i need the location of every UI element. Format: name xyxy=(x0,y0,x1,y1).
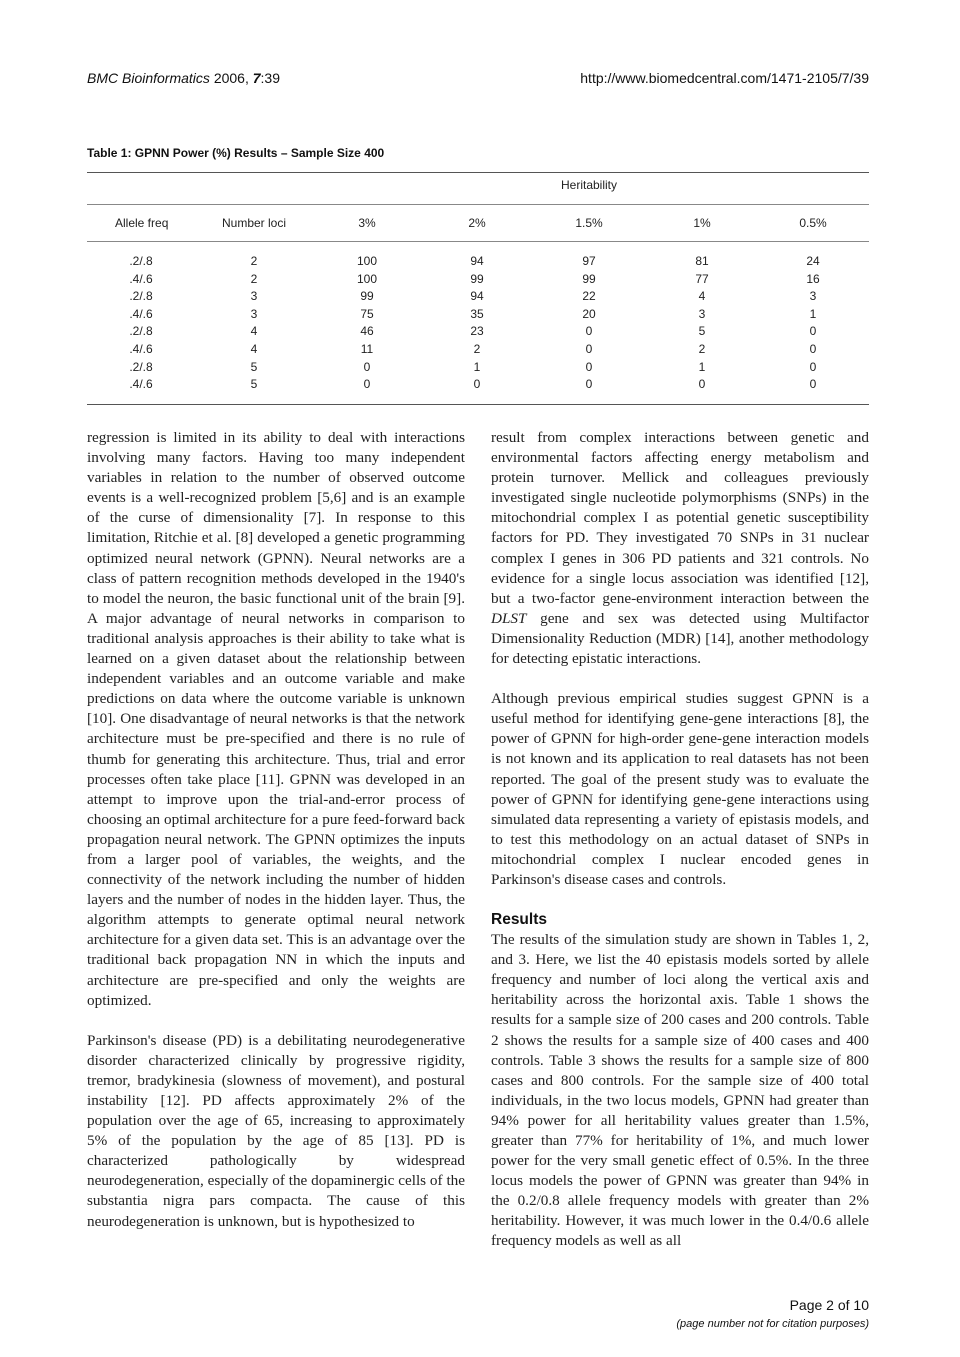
table-cell: 5 xyxy=(698,324,706,339)
table-cell: 1 xyxy=(809,306,817,321)
table-cell: .2/.8 xyxy=(129,289,153,304)
paragraph-goal: Although previous empirical studies suggest GPNN is a useful method for identifying gene-gene interactions [8], the power of GPNN for high-order gene-gene interaction models is not known and its application to real datasets has not been reported. The goal of the present study was to evaluate the power of GPNN for identifying gene-gene interactions using simulated data representing a variety of epistasis models, and to test this methodology on an actual dataset of SNPs in mitochondrial complex I nuclear encoded genes in Parkinson's disease cases and controls. xyxy=(491,690,869,888)
article-url[interactable]: http://www.biomedcentral.com/1471-2105/7/39 xyxy=(580,70,869,86)
table-header-rule xyxy=(87,241,869,242)
table-cell: 81 xyxy=(695,254,709,268)
journal-volume: 7 xyxy=(252,70,261,86)
body-column-left xyxy=(87,428,465,1252)
running-header-citation xyxy=(87,70,280,86)
table-cell: 1 xyxy=(698,359,706,374)
column-header: 3% xyxy=(358,216,376,230)
page-number: Page 2 of 10 xyxy=(789,1297,869,1313)
table-cell: 5 xyxy=(250,359,258,374)
table-top-rule xyxy=(87,172,869,173)
table-cell: 100 xyxy=(356,271,378,286)
table-cell: 20 xyxy=(582,306,596,321)
table-cell: 94 xyxy=(470,289,484,304)
table-cell: 2 xyxy=(698,342,706,356)
table-bottom-rule xyxy=(87,404,869,405)
table-cell: 0 xyxy=(585,324,593,339)
table-cell: 1 xyxy=(473,359,481,374)
table-cell: 0 xyxy=(585,342,593,356)
column-header: 1% xyxy=(693,216,711,230)
table-cell: 3 xyxy=(250,306,258,321)
body-column-right xyxy=(491,428,869,1272)
table-cell: 0 xyxy=(473,377,481,392)
table-cell: 0 xyxy=(809,359,817,374)
column-header: Allele freq xyxy=(115,216,169,230)
paragraph-etiology-text-b: gene and sex was detected using Multifactor Dimensionality Reduction (MDR) [14], another methodology for detecting epistatic interactions. xyxy=(491,609,869,668)
paragraph-etiology xyxy=(491,428,869,669)
table-cell: 16 xyxy=(806,271,820,286)
paragraph-parkinsons: Parkinson's disease (PD) is a debilitating neurodegenerative disorder characterized clinically by progressive rigidity, tremor, bradykinesia (slowness of movement), and postural instability [12]. PD affects approximately 2% of the population over the age of 65, increasing to approximately 5% of the population by the age of 85 [13]. PD is characterized pathologically by widespread neurodegeneration, especially of the dopaminergic cells of the substantia nigra pars compacta. The cause of this neurodegeneration is unknown, but is hypothesized to xyxy=(87,1031,465,1230)
table-cell: 97 xyxy=(582,254,596,268)
table-cell: 5 xyxy=(250,377,258,392)
table-cell: 99 xyxy=(582,271,596,286)
journal-name: BMC Bioinformatics xyxy=(87,70,210,86)
table-cell: 4 xyxy=(250,324,258,339)
heritability-group-header: Heritability xyxy=(560,178,618,192)
table-cell: 0 xyxy=(809,377,817,392)
results-table xyxy=(87,172,869,405)
table-cell: 0 xyxy=(809,324,817,339)
paragraph-results: The results of the simulation study are shown in Tables 1, 2, and 3. Here, we list the 40 epistasis models sorted by allele frequency and number of loci along the vertical axis and heritability across the horizontal axis. Table 1 shows the results for a sample size of 200 cases and 200 controls. Table 2 shows the results for a sample size of 400 cases and 400 controls. Table 3 shows the results for a sample size of 800 cases and 800 controls. For the sample size of 400 total individuals, in the two locus models, GPNN had greater than 94% power for all heritability values greater than 1.5%, greater than 77% for heritability of 1%, and much lower power for the very small genetic effect of 0.5%. In the three locus models the power of GPNN was greater than 94% in the 0.2/0.8 allele frequency models with greater than 2% heritability. However, it was much lower in the 0.4/0.6 allele frequency models as well as all xyxy=(491,931,869,1250)
table-cell: .2/.8 xyxy=(129,324,153,339)
column-header: Number loci xyxy=(221,216,287,230)
paragraph-regression: regression is limited in its ability to deal with interactions involving many factors. Having too many independent variables in relation to the number of observed outcome events is a well-recognized problem [5,6] and is an example of the curse of dimensionality [7]. In response to this limitation, Ritchie et al. [8] developed a genetic programming optimized neural network (GPNN). Neural networks are a class of pattern recognition methods developed in the 1940's to model the neuron, the basic functional unit of the brain [9]. A major advantage of neural networks in comparison to traditional analysis approaches is their ability to take what is learned on a given dataset about the relationship between independent variables and an outcome variable and make predictions on data where the outcome variable is unknown [10]. One disadvantage of neural networks is that the network architecture must be pre-specified and there is no rule of thumb for generating this architecture. Thus, trial and error processes often take place [11]. GPNN was developed in an attempt to improve upon the trial-and-error process of choosing an optimal architecture for a pure feed-forward back propagation neural network. The GPNN optimizes the inputs from a larger pool of variables, the weights, and the connectivity of the network including the number of hidden layers and the number of nodes in the hidden layer. Thus, the algorithm attempts to generate optimal neural network architecture for a given data set. This is an advantage over the traditional back propagation NN in which the inputs and architecture are pre-specified and only the weights are optimized. xyxy=(87,429,465,1009)
table-cell: 100 xyxy=(356,254,378,268)
column-header: 2% xyxy=(468,216,486,230)
table-caption: Table 1: GPNN Power (%) Results – Sample Size 400 xyxy=(87,146,385,160)
table-cell: 35 xyxy=(470,306,484,321)
article-number: :39 xyxy=(260,70,281,86)
table-cell: .4/.6 xyxy=(129,306,153,321)
column-header: 1.5% xyxy=(575,216,603,230)
table-cell: 23 xyxy=(470,324,484,339)
column-header: 0.5% xyxy=(799,216,827,230)
table-cell: 2 xyxy=(473,342,481,356)
table-cell: 46 xyxy=(360,324,374,339)
table-cell: .2/.8 xyxy=(129,254,153,268)
table-cell: .2/.8 xyxy=(129,359,153,374)
table-cell: 11 xyxy=(360,342,374,356)
table-cell: 4 xyxy=(698,289,706,304)
table-cell: 94 xyxy=(470,254,484,268)
table-cell: 0 xyxy=(809,342,817,356)
table-cell: 2 xyxy=(250,271,258,286)
table-cell: 99 xyxy=(360,289,374,304)
journal-year: 2006, xyxy=(213,70,249,86)
citation-note: (page number not for citation purposes) xyxy=(676,1318,869,1330)
gene-name-dlst: DLST xyxy=(491,609,527,627)
table-cell: .4/.6 xyxy=(129,342,153,356)
table-cell: 3 xyxy=(698,306,706,321)
table-cell: 0 xyxy=(698,377,706,392)
table-cell: 0 xyxy=(363,359,371,374)
table-cell: 2 xyxy=(250,254,258,268)
table-cell: 0 xyxy=(585,359,593,374)
table-cell: 77 xyxy=(695,271,709,286)
table-cell: .4/.6 xyxy=(129,271,153,286)
table-cell: 24 xyxy=(806,254,820,268)
table-cell: 22 xyxy=(582,289,596,304)
table-cell: .4/.6 xyxy=(129,377,153,392)
table-cell: 4 xyxy=(250,342,258,356)
table-cell: 3 xyxy=(250,289,258,304)
table-cell: 99 xyxy=(470,271,484,286)
paragraph-etiology-text-a: result from complex interactions between genetic and environmental factors affecting energy metabolism and protein turnover. Mellick and colleagues previously investigated single nucleotide polymorphisms (SNPs) in the mitochondrial complex I as potential genetic susceptibility factors for PD. They investigated 70 SNPs in 31 nuclear complex I genes in 306 PD patients and 321 controls. No evidence for a single locus association was identified [12], but a two-factor gene-environment interaction between the xyxy=(491,429,869,607)
table-cell: 3 xyxy=(809,289,817,304)
section-heading-results: Results xyxy=(491,911,547,929)
table-cell: 75 xyxy=(360,306,374,321)
table-cell: 0 xyxy=(585,377,593,392)
table-cell: 0 xyxy=(363,377,371,392)
table-group-rule xyxy=(87,204,869,205)
